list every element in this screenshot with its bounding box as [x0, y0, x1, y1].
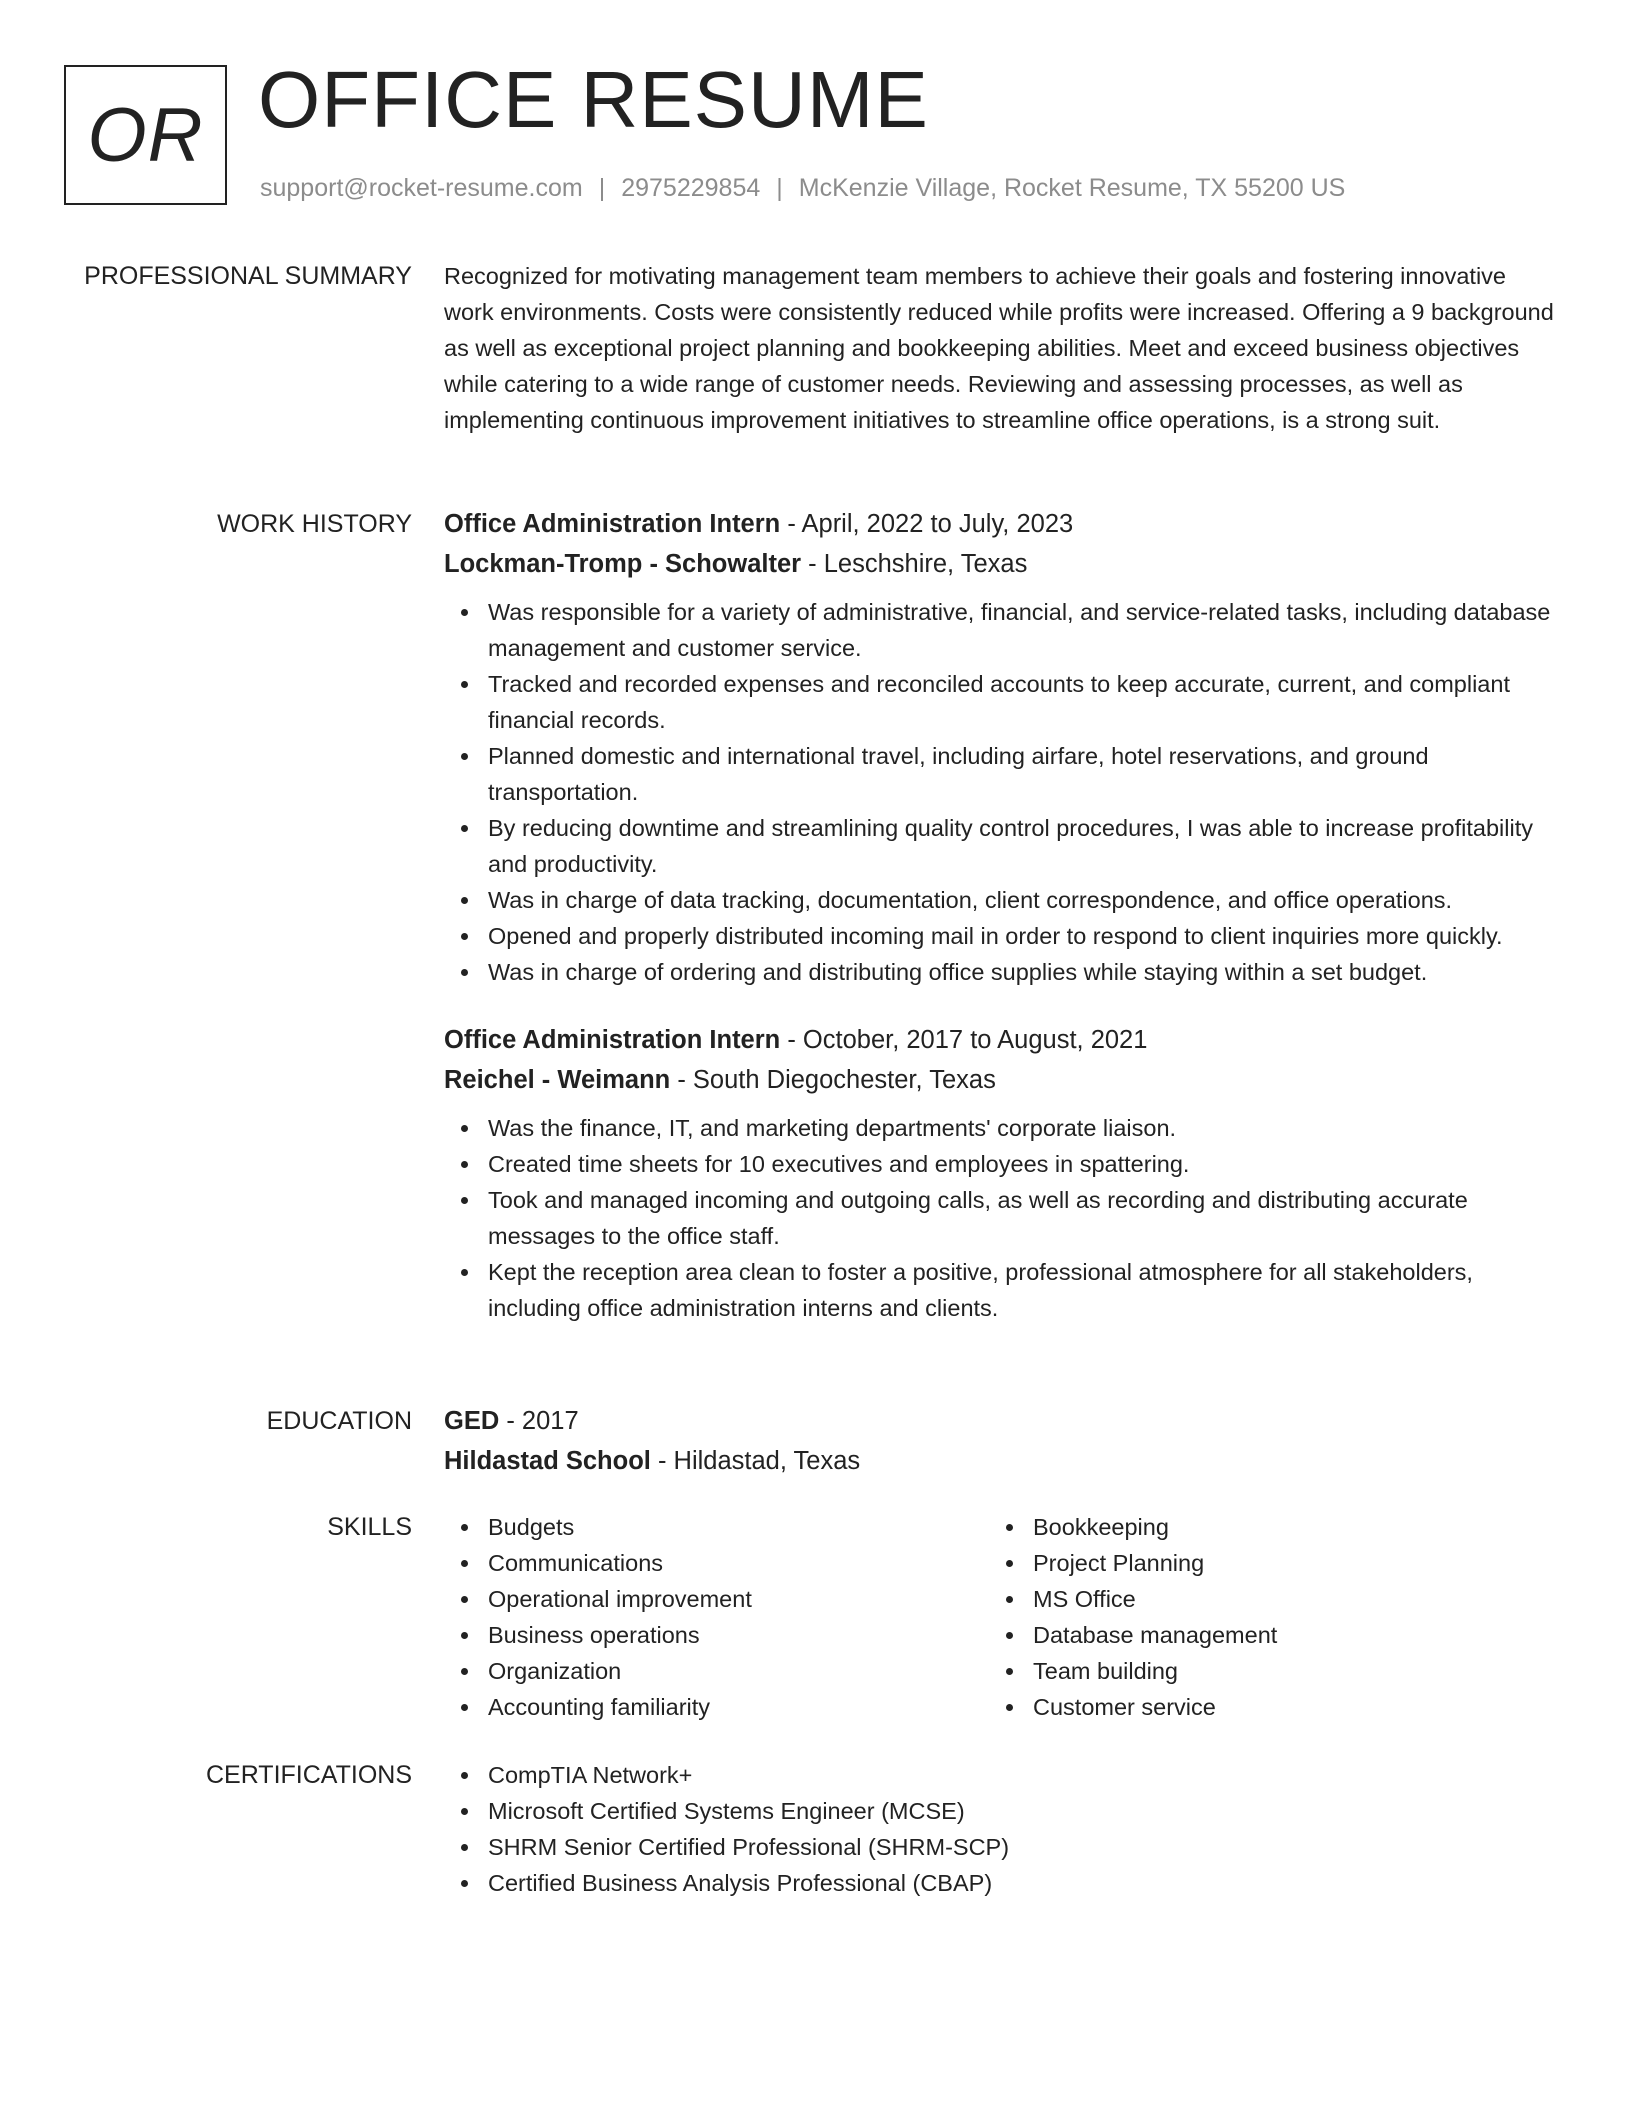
job-bullet-list — [444, 594, 1556, 990]
education-body — [444, 1401, 1556, 1481]
contact-separator: | — [776, 174, 783, 202]
education-year: - 2017 — [499, 1407, 579, 1435]
job-bullet: Created time sheets for 10 executives and employees in spattering. — [488, 1146, 1556, 1182]
job-bullet: Planned domestic and international travel, including airfare, hotel reservations, and ground transportation. — [488, 738, 1556, 810]
contact-separator: | — [598, 174, 606, 202]
job-title-line — [444, 1020, 1556, 1060]
certification-item: CompTIA Network+ — [488, 1757, 1556, 1793]
skill-item: Operational improvement — [488, 1581, 989, 1617]
job-title: Office Administration Intern — [444, 1026, 781, 1054]
monogram-logo: OR — [64, 65, 227, 205]
job-location: - Leschshire, Texas — [801, 550, 1028, 578]
job-bullet: Was in charge of data tracking, documentation, client correspondence, and office operations. — [488, 882, 1556, 918]
skills-body — [444, 1509, 1556, 1725]
job-dates: - April, 2022 to July, 2023 — [780, 510, 1074, 538]
contact-phone[interactable]: 2975229854 — [621, 174, 761, 202]
skills-list-left — [444, 1509, 989, 1725]
job-location: - South Diegochester, Texas — [670, 1066, 996, 1094]
job-entry — [444, 504, 1556, 990]
education-location: - Hildastad, Texas — [650, 1447, 861, 1475]
job-company-line — [444, 544, 1556, 584]
job-bullet: Opened and properly distributed incoming mail in order to respond to client inquiries more quickly. — [488, 918, 1556, 954]
skill-item: Project Planning — [1033, 1545, 1534, 1581]
job-company-line — [444, 1060, 1556, 1100]
skill-item: Team building — [1033, 1653, 1534, 1689]
certifications-list — [444, 1757, 1556, 1901]
section-label-work-history: WORK HISTORY — [217, 510, 412, 538]
job-bullet: Was responsible for a variety of administrative, financial, and service-related tasks, including database management and customer service. — [488, 594, 1556, 666]
skill-item: Communications — [488, 1545, 989, 1581]
skill-item: Customer service — [1033, 1689, 1534, 1725]
skill-item: Database management — [1033, 1617, 1534, 1653]
resume-name: OFFICE RESUME — [258, 55, 929, 144]
summary-body — [444, 258, 1556, 438]
education-degree: GED — [444, 1407, 500, 1435]
education-degree-line — [444, 1401, 1556, 1441]
skills-columns — [444, 1509, 1556, 1725]
skill-item: Organization — [488, 1653, 989, 1689]
work-history-body — [444, 504, 1556, 1326]
contact-email[interactable]: support@rocket-resume.com — [260, 174, 583, 202]
job-bullet: Tracked and recorded expenses and reconciled accounts to keep accurate, current, and compliant financial records. — [488, 666, 1556, 738]
section-label-skills: SKILLS — [327, 1513, 412, 1541]
summary-text: Recognized for motivating management team members to achieve their goals and fostering innovative work environments. Costs were consistently reduced while profits were increased. Offering a 9 background as well as exceptional project planning and bookkeeping abilities. Meet and exceed business objectives while catering to a wide range of customer needs. Reviewing and assessing processes, as well as implementing continuous improvement initiatives to streamline office operations, is a strong suit. — [444, 263, 1554, 433]
job-bullet: Was the finance, IT, and marketing departments' corporate liaison. — [488, 1110, 1556, 1146]
section-label-education: EDUCATION — [266, 1407, 412, 1435]
contact-line — [260, 174, 1345, 203]
certifications-body — [444, 1757, 1556, 1901]
job-bullet: Kept the reception area clean to foster a positive, professional atmosphere for all stakeholders, including office administration interns and clients. — [488, 1254, 1556, 1326]
skills-list-right — [989, 1509, 1534, 1725]
section-label-summary: PROFESSIONAL SUMMARY — [84, 262, 412, 290]
certification-item: SHRM Senior Certified Professional (SHRM-SCP) — [488, 1829, 1556, 1865]
job-company: Reichel - Weimann — [444, 1066, 671, 1094]
job-title: Office Administration Intern — [444, 510, 781, 538]
certification-item: Microsoft Certified Systems Engineer (MCSE) — [488, 1793, 1556, 1829]
contact-address: McKenzie Village, Rocket Resume, TX 55200 US — [798, 174, 1346, 202]
skill-item: Bookkeeping — [1033, 1509, 1534, 1545]
job-company: Lockman-Tromp - Schowalter — [444, 550, 802, 578]
job-entry — [444, 1020, 1556, 1326]
education-school-line — [444, 1441, 1556, 1481]
skill-item: MS Office — [1033, 1581, 1534, 1617]
job-dates: - October, 2017 to August, 2021 — [780, 1026, 1148, 1054]
skill-item: Business operations — [488, 1617, 989, 1653]
education-school: Hildastad School — [444, 1447, 651, 1475]
certification-item: Certified Business Analysis Professional (CBAP) — [488, 1865, 1556, 1901]
job-bullet-list — [444, 1110, 1556, 1326]
job-bullet: Took and managed incoming and outgoing calls, as well as recording and distributing accurate messages to the office staff. — [488, 1182, 1556, 1254]
job-bullet: By reducing downtime and streamlining quality control procedures, I was able to increase profitability and productivity. — [488, 810, 1556, 882]
skill-item: Budgets — [488, 1509, 989, 1545]
section-label-certifications: CERTIFICATIONS — [205, 1761, 412, 1789]
job-title-line — [444, 504, 1556, 544]
job-bullet: Was in charge of ordering and distributing office supplies while staying within a set budget. — [488, 954, 1556, 990]
skill-item: Accounting familiarity — [488, 1689, 989, 1725]
